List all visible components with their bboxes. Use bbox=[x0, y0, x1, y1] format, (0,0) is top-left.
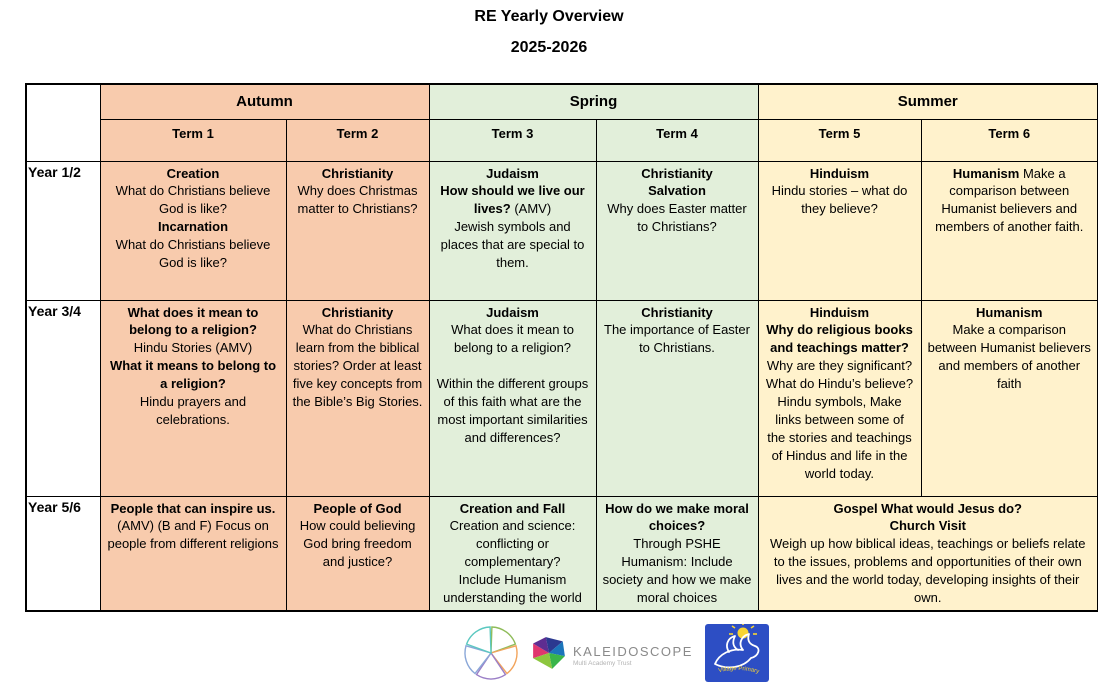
cell-paragraph: Why does Easter matter to Christians? bbox=[607, 201, 747, 235]
term-cell bbox=[596, 161, 758, 300]
cell-paragraph: How could believing God bring freedom and justice? bbox=[299, 518, 416, 570]
cell-paragraph: Why does Christmas matter to Christians? bbox=[297, 183, 418, 217]
term-header-3: Term 3 bbox=[429, 119, 596, 161]
kaleidoscope-subtitle: Multi Academy Trust bbox=[573, 660, 632, 667]
year-label: Year 3/4 bbox=[26, 300, 100, 496]
school-dove-logo bbox=[705, 624, 769, 687]
season-header-autumn: Autumn bbox=[100, 84, 429, 119]
table-row bbox=[26, 496, 1098, 611]
term-cell bbox=[758, 161, 921, 300]
cell-paragraph: People that can inspire us. bbox=[110, 500, 276, 516]
cell-paragraph: What does it mean to belong to a religion? bbox=[451, 322, 574, 356]
year-label: Year 1/2 bbox=[26, 161, 100, 300]
cell-paragraph: Include Humanism understanding the world bbox=[443, 572, 582, 606]
season-header-summer: Summer bbox=[758, 84, 1098, 119]
term-cell bbox=[921, 161, 1098, 300]
cell-paragraph: What does it mean to belong to a religion? bbox=[127, 304, 259, 338]
table-row bbox=[26, 161, 1098, 300]
term-cell bbox=[758, 496, 1098, 611]
term-cell bbox=[596, 496, 758, 611]
cell-paragraph: Weigh up how biblical ideas, teachings or beliefs relate to the issues, problems and opportunities of their own lives and the world today, developing insights of their own. bbox=[769, 536, 1086, 606]
cell-paragraph: Through PSHE bbox=[633, 536, 721, 552]
cell-paragraph: Within the different groups of this faith what are the most important similarities and differences? bbox=[436, 376, 589, 446]
cell-paragraph: Jewish symbols and places that are special to them. bbox=[440, 219, 585, 271]
cell-paragraph: Incarnation bbox=[157, 219, 229, 235]
cell-paragraph: Creation and Fall bbox=[459, 500, 566, 516]
cell-paragraph: Humanism bbox=[976, 304, 1043, 320]
term-cell bbox=[100, 161, 286, 300]
kaleidoscope-text-block bbox=[573, 644, 693, 667]
title-block bbox=[0, 0, 1098, 57]
season-header-spring: Spring bbox=[429, 84, 758, 119]
cell-paragraph: What do Christians believe God is like? bbox=[115, 237, 271, 271]
cell-paragraph: What it means to belong to a religion? bbox=[109, 358, 277, 392]
term-header-4: Term 4 bbox=[596, 119, 758, 161]
cell-paragraph: Hinduism bbox=[809, 165, 870, 181]
cell-paragraph: Hinduism bbox=[809, 304, 870, 320]
cell-paragraph: How should we live our lives? (AMV) bbox=[440, 183, 585, 217]
term-header-6: Term 6 bbox=[921, 119, 1098, 161]
term-header-row bbox=[26, 119, 1098, 161]
cell-paragraph: How do we make moral choices? bbox=[605, 500, 749, 534]
term-cell bbox=[921, 300, 1098, 496]
cell-paragraph: Why are they significant? What do Hindu’s believe? bbox=[765, 358, 914, 392]
cell-paragraph: Church Visit bbox=[889, 518, 966, 534]
season-header-row bbox=[26, 84, 1098, 119]
term-header-1: Term 1 bbox=[100, 119, 286, 161]
term-cell bbox=[429, 496, 596, 611]
cell-paragraph: The importance of Easter to Christians. bbox=[604, 322, 750, 356]
term-cell bbox=[429, 161, 596, 300]
cell-paragraph: Hindu stories – what do they believe? bbox=[771, 183, 908, 217]
page-title: RE Yearly Overview bbox=[474, 8, 624, 25]
kaleidoscope-title: KALEIDOSCOPE bbox=[573, 644, 693, 659]
term-cell bbox=[286, 496, 429, 611]
page-subtitle: 2025-2026 bbox=[510, 39, 588, 56]
cell-paragraph: Christianity bbox=[321, 304, 394, 320]
cell-paragraph: Hindu symbols, Make links between some of the stories and teachings of Hindus and life in the world today. bbox=[767, 394, 912, 481]
cell-paragraph: Hindu prayers and celebrations. bbox=[139, 394, 247, 428]
cell-paragraph: Christianity bbox=[321, 165, 394, 181]
term-cell bbox=[100, 300, 286, 496]
cell-paragraph: Christianity bbox=[641, 165, 713, 181]
cell-paragraph: (AMV) (B and F) Focus on people from different religions bbox=[107, 518, 279, 552]
yearly-overview-table bbox=[25, 83, 1098, 612]
cell-paragraph: Judaism bbox=[486, 165, 539, 181]
cell-paragraph: What do Christians believe God is like? bbox=[115, 183, 271, 217]
cell-paragraph: Creation bbox=[166, 165, 220, 181]
cell-paragraph: Salvation bbox=[648, 183, 706, 199]
school-logo-caption: Village Primary bbox=[717, 665, 760, 676]
cell-paragraph: Why do religious books and teachings matter? bbox=[766, 322, 913, 356]
table-body bbox=[26, 161, 1098, 611]
cell-paragraph: Make a comparison between Humanist believers and members of another faith bbox=[927, 322, 1091, 392]
term-cell bbox=[286, 161, 429, 300]
cell-paragraph: Hindu Stories (AMV) bbox=[133, 340, 253, 356]
table-row bbox=[26, 300, 1098, 496]
cell-paragraph bbox=[436, 357, 590, 375]
curriculum-wheel-logo-icon bbox=[463, 625, 519, 686]
kaleidoscope-pinwheel-icon bbox=[531, 635, 567, 676]
term-header-5: Term 5 bbox=[758, 119, 921, 161]
term-cell bbox=[100, 496, 286, 611]
year-label: Year 5/6 bbox=[26, 496, 100, 611]
cell-paragraph: Humanism: Include society and how we make moral choices bbox=[602, 554, 752, 606]
footer-logos bbox=[463, 624, 769, 687]
cell-paragraph: Humanism Make a comparison between Humanist believers and members of another faith. bbox=[935, 165, 1084, 235]
term-cell bbox=[429, 300, 596, 496]
term-cell bbox=[758, 300, 921, 496]
term-header-2: Term 2 bbox=[286, 119, 429, 161]
cell-paragraph: Creation and science: conflicting or complementary? bbox=[449, 518, 576, 570]
cell-paragraph: Gospel What would Jesus do? bbox=[833, 500, 1022, 516]
cell-paragraph: What do Christians learn from the biblical stories? Order at least five key concepts from the Bible’s Big Stories. bbox=[292, 322, 423, 410]
term-cell bbox=[286, 300, 429, 496]
cell-paragraph: Judaism bbox=[486, 304, 539, 320]
corner-cell bbox=[26, 84, 100, 161]
cell-paragraph: People of God bbox=[313, 500, 402, 516]
kaleidoscope-logo bbox=[531, 635, 693, 676]
term-cell bbox=[596, 300, 758, 496]
cell-paragraph: Christianity bbox=[641, 304, 713, 320]
